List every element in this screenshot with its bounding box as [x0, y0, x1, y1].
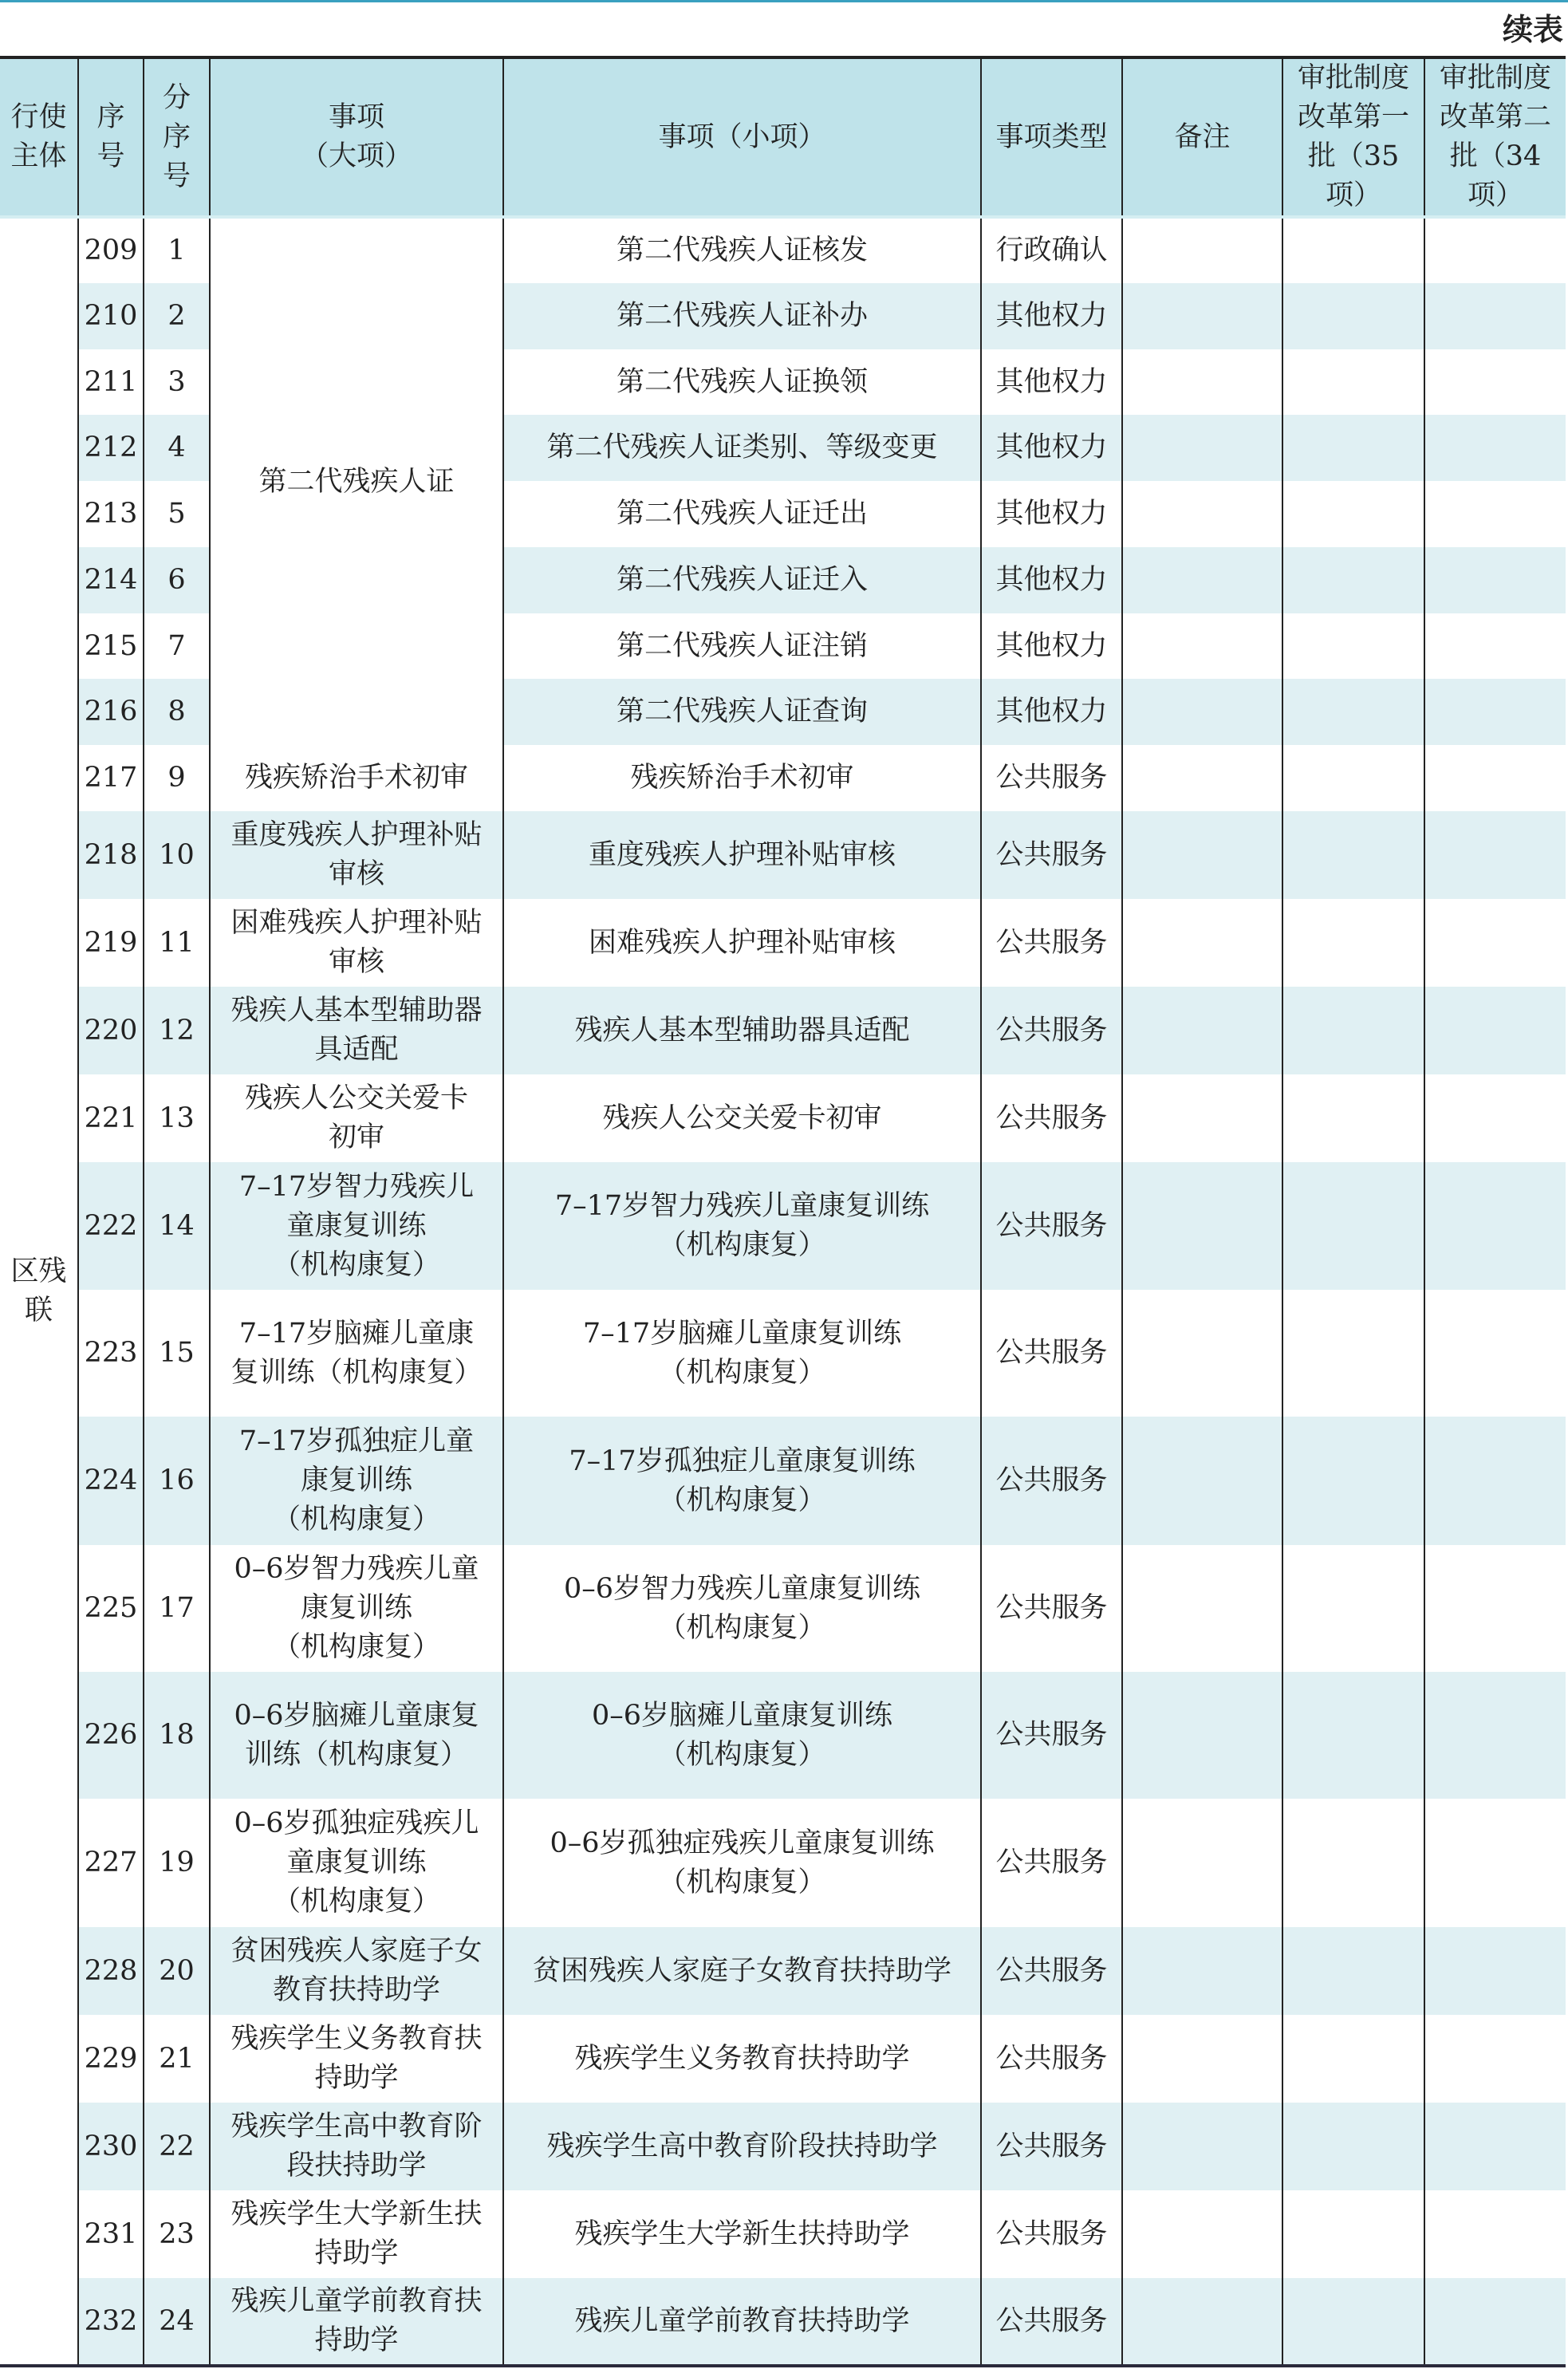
table-row	[0, 899, 1566, 987]
table-row	[0, 2190, 1566, 2278]
remarks-cell	[1122, 987, 1282, 1074]
sub-seq-cell: 16	[144, 1417, 210, 1545]
item-type-cell: 公共服务	[981, 811, 1122, 899]
sub-seq-cell: 7	[144, 613, 210, 679]
minor-item-cell: 重度残疾人护理补贴审核	[503, 811, 981, 899]
sub-seq-cell: 24	[144, 2278, 210, 2366]
header-seq: 序 号	[78, 57, 144, 217]
table-row	[0, 1417, 1566, 1545]
remarks-cell	[1122, 1074, 1282, 1162]
sub-seq-cell: 17	[144, 1545, 210, 1672]
seq-cell: 231	[78, 2190, 144, 2278]
seq-cell: 224	[78, 1417, 144, 1545]
major-item-cell: 残疾人公交关爱卡 初审	[210, 1074, 503, 1162]
minor-item-cell: 第二代残疾人证查询	[503, 679, 981, 745]
remarks-cell	[1122, 1417, 1282, 1545]
minor-item-cell: 0–6岁智力残疾儿童康复训练 （机构康复）	[503, 1545, 981, 1672]
seq-cell: 216	[78, 679, 144, 745]
sub-seq-cell: 18	[144, 1672, 210, 1799]
minor-item-cell: 残疾人公交关爱卡初审	[503, 1074, 981, 1162]
sub-seq-cell: 23	[144, 2190, 210, 2278]
major-item-cell: 困难残疾人护理补贴 审核	[210, 899, 503, 987]
seq-cell: 230	[78, 2103, 144, 2190]
reform-batch-2-cell	[1424, 1290, 1566, 1417]
item-type-cell: 其他权力	[981, 481, 1122, 547]
remarks-cell	[1122, 481, 1282, 547]
table-row	[0, 1927, 1566, 2015]
seq-cell: 228	[78, 1927, 144, 2015]
table-row	[0, 745, 1566, 811]
reform-batch-2-cell	[1424, 283, 1566, 349]
table-row	[0, 1799, 1566, 1927]
sub-seq-cell: 11	[144, 899, 210, 987]
table-row	[0, 1672, 1566, 1799]
major-item-cell: 贫困残疾人家庭子女 教育扶持助学	[210, 1927, 503, 2015]
header-row	[0, 57, 1566, 217]
reform-batch-1-cell	[1282, 1672, 1424, 1799]
seq-cell: 223	[78, 1290, 144, 1417]
item-type-cell: 其他权力	[981, 415, 1122, 481]
sub-seq-cell: 21	[144, 2015, 210, 2103]
remarks-cell	[1122, 1545, 1282, 1672]
sub-seq-cell: 13	[144, 1074, 210, 1162]
table-row	[0, 2103, 1566, 2190]
item-type-cell: 公共服务	[981, 2190, 1122, 2278]
major-item-cell: 残疾学生义务教育扶 持助学	[210, 2015, 503, 2103]
reform-batch-2-cell	[1424, 613, 1566, 679]
remarks-cell	[1122, 283, 1282, 349]
header-sub-seq: 分 序 号	[144, 57, 210, 217]
reform-batch-2-cell	[1424, 217, 1566, 283]
sub-seq-cell: 10	[144, 811, 210, 899]
seq-cell: 210	[78, 283, 144, 349]
table-row	[0, 1290, 1566, 1417]
remarks-cell	[1122, 349, 1282, 415]
reform-batch-2-cell	[1424, 481, 1566, 547]
subject-cell: 区残 联	[0, 217, 78, 2366]
item-type-cell: 公共服务	[981, 2015, 1122, 2103]
reform-batch-1-cell	[1282, 1074, 1424, 1162]
reform-batch-2-cell	[1424, 1162, 1566, 1290]
reform-batch-1-cell	[1282, 745, 1424, 811]
top-rule	[0, 0, 1568, 2]
item-type-cell: 公共服务	[981, 1417, 1122, 1545]
major-item-cell: 0–6岁脑瘫儿童康复 训练（机构康复）	[210, 1672, 503, 1799]
major-item-cell: 7–17岁智力残疾儿 童康复训练 （机构康复）	[210, 1162, 503, 1290]
reform-batch-2-cell	[1424, 2015, 1566, 2103]
table-row	[0, 1074, 1566, 1162]
sub-seq-cell: 3	[144, 349, 210, 415]
seq-cell: 219	[78, 899, 144, 987]
remarks-cell	[1122, 547, 1282, 613]
header-reform-batch-2: 审批制度 改革第二 批（34项）	[1424, 57, 1566, 217]
major-item-cell: 0–6岁智力残疾儿童 康复训练 （机构康复）	[210, 1545, 503, 1672]
minor-item-cell: 第二代残疾人证迁入	[503, 547, 981, 613]
major-item-cell: 残疾学生高中教育阶 段扶持助学	[210, 2103, 503, 2190]
seq-cell: 211	[78, 349, 144, 415]
minor-item-cell: 困难残疾人护理补贴审核	[503, 899, 981, 987]
reform-batch-1-cell	[1282, 415, 1424, 481]
minor-item-cell: 残疾人基本型辅助器具适配	[503, 987, 981, 1074]
sub-seq-cell: 6	[144, 547, 210, 613]
header-remarks: 备注	[1122, 57, 1282, 217]
remarks-cell	[1122, 2103, 1282, 2190]
table-row	[0, 2278, 1566, 2366]
item-type-cell: 公共服务	[981, 1672, 1122, 1799]
reform-batch-2-cell	[1424, 745, 1566, 811]
minor-item-cell: 残疾儿童学前教育扶持助学	[503, 2278, 981, 2366]
seq-cell: 232	[78, 2278, 144, 2366]
remarks-cell	[1122, 899, 1282, 987]
reform-batch-2-cell	[1424, 2103, 1566, 2190]
reform-batch-2-cell	[1424, 1672, 1566, 1799]
item-type-cell: 其他权力	[981, 613, 1122, 679]
reform-batch-1-cell	[1282, 679, 1424, 745]
minor-item-cell: 残疾学生高中教育阶段扶持助学	[503, 2103, 981, 2190]
reform-batch-1-cell	[1282, 1799, 1424, 1927]
reform-batch-1-cell	[1282, 1927, 1424, 2015]
table-row	[0, 217, 1566, 283]
reform-batch-2-cell	[1424, 811, 1566, 899]
sub-seq-cell: 5	[144, 481, 210, 547]
sub-seq-cell: 4	[144, 415, 210, 481]
reform-batch-1-cell	[1282, 2278, 1424, 2366]
minor-item-cell: 0–6岁脑瘫儿童康复训练 （机构康复）	[503, 1672, 981, 1799]
header-reform-batch-1: 审批制度 改革第一 批（35项）	[1282, 57, 1424, 217]
major-item-cell: 7–17岁脑瘫儿童康 复训练（机构康复）	[210, 1290, 503, 1417]
reform-batch-2-cell	[1424, 2190, 1566, 2278]
item-type-cell: 公共服务	[981, 1074, 1122, 1162]
minor-item-cell: 第二代残疾人证补办	[503, 283, 981, 349]
item-type-cell: 公共服务	[981, 745, 1122, 811]
reform-batch-1-cell	[1282, 217, 1424, 283]
seq-cell: 213	[78, 481, 144, 547]
remarks-cell	[1122, 811, 1282, 899]
minor-item-cell: 第二代残疾人证换领	[503, 349, 981, 415]
minor-item-cell: 第二代残疾人证类别、等级变更	[503, 415, 981, 481]
major-item-cell: 7–17岁孤独症儿童 康复训练 （机构康复）	[210, 1417, 503, 1545]
minor-item-cell: 7–17岁脑瘫儿童康复训练 （机构康复）	[503, 1290, 981, 1417]
reform-batch-2-cell	[1424, 2278, 1566, 2366]
major-item-cell: 重度残疾人护理补贴 审核	[210, 811, 503, 899]
table-row	[0, 2015, 1566, 2103]
major-item-cell: 残疾矫治手术初审	[210, 745, 503, 811]
seq-cell: 229	[78, 2015, 144, 2103]
minor-item-cell: 第二代残疾人证核发	[503, 217, 981, 283]
item-type-cell: 公共服务	[981, 987, 1122, 1074]
remarks-cell	[1122, 1672, 1282, 1799]
reform-batch-2-cell	[1424, 415, 1566, 481]
items-table	[0, 56, 1566, 2367]
seq-cell: 225	[78, 1545, 144, 1672]
reform-batch-2-cell	[1424, 679, 1566, 745]
seq-cell: 218	[78, 811, 144, 899]
table-row	[0, 1545, 1566, 1672]
minor-item-cell: 贫困残疾人家庭子女教育扶持助学	[503, 1927, 981, 2015]
reform-batch-1-cell	[1282, 811, 1424, 899]
minor-item-cell: 0–6岁孤独症残疾儿童康复训练 （机构康复）	[503, 1799, 981, 1927]
sub-seq-cell: 22	[144, 2103, 210, 2190]
sub-seq-cell: 12	[144, 987, 210, 1074]
item-type-cell: 公共服务	[981, 1162, 1122, 1290]
major-item-cell: 残疾儿童学前教育扶 持助学	[210, 2278, 503, 2366]
item-type-cell: 行政确认	[981, 217, 1122, 283]
header-major-item: 事项 （大项）	[210, 57, 503, 217]
reform-batch-1-cell	[1282, 1290, 1424, 1417]
major-item-cell: 0–6岁孤独症残疾儿 童康复训练 （机构康复）	[210, 1799, 503, 1927]
item-type-cell: 公共服务	[981, 1799, 1122, 1927]
remarks-cell	[1122, 2015, 1282, 2103]
major-item-cell: 残疾人基本型辅助器 具适配	[210, 987, 503, 1074]
item-type-cell: 其他权力	[981, 547, 1122, 613]
remarks-cell	[1122, 2278, 1282, 2366]
seq-cell: 227	[78, 1799, 144, 1927]
reform-batch-1-cell	[1282, 481, 1424, 547]
reform-batch-2-cell	[1424, 1927, 1566, 2015]
minor-item-cell: 残疾学生义务教育扶持助学	[503, 2015, 981, 2103]
continued-label: 续表	[1502, 12, 1563, 47]
remarks-cell	[1122, 679, 1282, 745]
header-item-type: 事项类型	[981, 57, 1122, 217]
minor-item-cell: 残疾学生大学新生扶持助学	[503, 2190, 981, 2278]
item-type-cell: 其他权力	[981, 349, 1122, 415]
seq-cell: 220	[78, 987, 144, 1074]
reform-batch-2-cell	[1424, 899, 1566, 987]
reform-batch-2-cell	[1424, 1545, 1566, 1672]
table-row	[0, 811, 1566, 899]
minor-item-cell: 第二代残疾人证迁出	[503, 481, 981, 547]
reform-batch-1-cell	[1282, 1417, 1424, 1545]
reform-batch-2-cell	[1424, 1417, 1566, 1545]
remarks-cell	[1122, 415, 1282, 481]
reform-batch-1-cell	[1282, 2103, 1424, 2190]
header-subject: 行使 主体	[0, 57, 78, 217]
sub-seq-cell: 15	[144, 1290, 210, 1417]
item-type-cell: 公共服务	[981, 899, 1122, 987]
sub-seq-cell: 2	[144, 283, 210, 349]
reform-batch-1-cell	[1282, 899, 1424, 987]
minor-item-cell: 7–17岁孤独症儿童康复训练 （机构康复）	[503, 1417, 981, 1545]
seq-cell: 209	[78, 217, 144, 283]
reform-batch-1-cell	[1282, 547, 1424, 613]
item-type-cell: 公共服务	[981, 1290, 1122, 1417]
reform-batch-2-cell	[1424, 1074, 1566, 1162]
seq-cell: 215	[78, 613, 144, 679]
remarks-cell	[1122, 1162, 1282, 1290]
reform-batch-1-cell	[1282, 283, 1424, 349]
sub-seq-cell: 1	[144, 217, 210, 283]
major-item-cell: 残疾学生大学新生扶 持助学	[210, 2190, 503, 2278]
sub-seq-cell: 14	[144, 1162, 210, 1290]
sub-seq-cell: 19	[144, 1799, 210, 1927]
remarks-cell	[1122, 745, 1282, 811]
reform-batch-1-cell	[1282, 349, 1424, 415]
item-type-cell: 公共服务	[981, 2103, 1122, 2190]
reform-batch-1-cell	[1282, 987, 1424, 1074]
remarks-cell	[1122, 2190, 1282, 2278]
remarks-cell	[1122, 613, 1282, 679]
remarks-cell	[1122, 1927, 1282, 2015]
seq-cell: 226	[78, 1672, 144, 1799]
seq-cell: 217	[78, 745, 144, 811]
seq-cell: 222	[78, 1162, 144, 1290]
major-item-cell: 第二代残疾人证	[210, 217, 503, 745]
table-row	[0, 1162, 1566, 1290]
item-type-cell: 公共服务	[981, 1545, 1122, 1672]
remarks-cell	[1122, 1290, 1282, 1417]
seq-cell: 214	[78, 547, 144, 613]
reform-batch-1-cell	[1282, 2015, 1424, 2103]
item-type-cell: 公共服务	[981, 1927, 1122, 2015]
item-type-cell: 其他权力	[981, 283, 1122, 349]
header-minor-item: 事项（小项）	[503, 57, 981, 217]
reform-batch-1-cell	[1282, 613, 1424, 679]
reform-batch-2-cell	[1424, 987, 1566, 1074]
remarks-cell	[1122, 217, 1282, 283]
seq-cell: 212	[78, 415, 144, 481]
sub-seq-cell: 20	[144, 1927, 210, 2015]
reform-batch-2-cell	[1424, 1799, 1566, 1927]
minor-item-cell: 残疾矫治手术初审	[503, 745, 981, 811]
table-row	[0, 987, 1566, 1074]
reform-batch-2-cell	[1424, 349, 1566, 415]
reform-batch-1-cell	[1282, 1545, 1424, 1672]
sub-seq-cell: 9	[144, 745, 210, 811]
reform-batch-1-cell	[1282, 1162, 1424, 1290]
reform-batch-2-cell	[1424, 547, 1566, 613]
reform-batch-1-cell	[1282, 2190, 1424, 2278]
minor-item-cell: 第二代残疾人证注销	[503, 613, 981, 679]
item-type-cell: 其他权力	[981, 679, 1122, 745]
minor-item-cell: 7–17岁智力残疾儿童康复训练 （机构康复）	[503, 1162, 981, 1290]
item-type-cell: 公共服务	[981, 2278, 1122, 2366]
remarks-cell	[1122, 1799, 1282, 1927]
seq-cell: 221	[78, 1074, 144, 1162]
sub-seq-cell: 8	[144, 679, 210, 745]
